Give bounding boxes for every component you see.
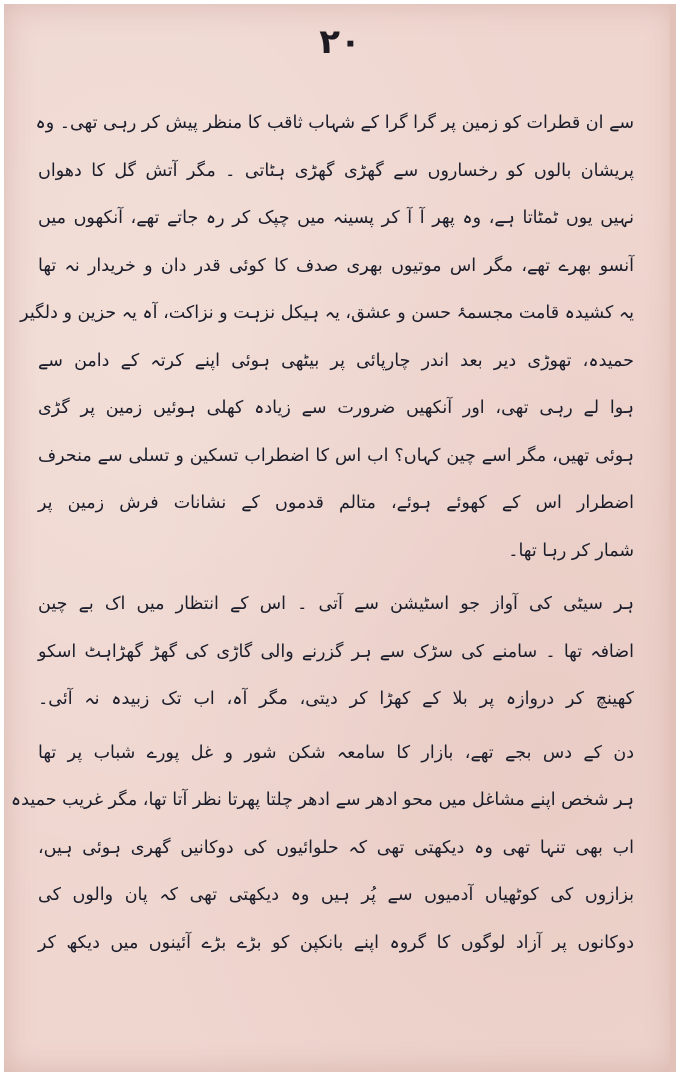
text-line: اضطرار اس کے کھوئے ہوئے، متالم قدموں کے نشانات فرش زمین پر: [38, 493, 634, 513]
text-line: ہر سیٹی کی آواز جو اسٹیشن سے آتی ۔ اس کے انتظار میں اک بے چین: [38, 594, 634, 614]
text-line: شمار کر رہا تھا۔: [508, 540, 634, 561]
text-line: ہر شخص اپنے مشاغل میں محو ادھر سے ادھر چلتا پھرتا نظر آتا تھا، مگر غریب حمیدہ: [10, 790, 634, 810]
text-line: اضافہ تھا ۔ سامنے کی سڑک سے ہر گزرنے والی گاڑی کی گھڑ گھڑاہٹ اسکو: [38, 641, 634, 662]
text-line: نہیں یوں ٹمٹاتا ہے، وہ پھر آ آ کر پسینہ میں چپک کر رہ جاتے تھے، آنکھوں میں: [38, 208, 634, 228]
page-number: ۲۰: [319, 22, 361, 62]
text-line: یہ کشیدہ قامت مجسمۂ حسن و عشق، یہ ہیکل نزہت و نزاکت، آہ یہ حزین و دلگیر: [20, 303, 634, 323]
text-line: حمیدہ، تھوڑی دیر بعد اندر چارپائی پر بیٹھی ہوئی اپنے کرتہ کے دامن سے: [38, 350, 634, 371]
text-line: اب بھی تنہا تھی وہ دیکھتی تھی کہ حلوائیوں کی دوکانیں گھری ہوئی ہیں،: [38, 837, 634, 858]
book-page: [4, 4, 676, 1072]
paragraph: [20, 100, 634, 575]
paragraph: [10, 730, 634, 968]
text-line: سے ان قطرات کو زمین پر گرا گرا کے شہاب ثاقب کا منظر پیش کر رہی تھی۔ وہ: [35, 113, 634, 133]
page-edge: [670, 4, 676, 1072]
paragraph: [38, 581, 634, 724]
body-text: [10, 100, 634, 967]
text-line: آنسو بھرے تھے، مگر اس موتیوں بھری صدف کا کوئی قدر دان و خریدار نہ تھا: [38, 255, 634, 276]
text-line: ہوا لے رہی تھی، اور آنکھیں ضرورت سے زیادہ کھلی ہوئیں زمین پر گڑی: [38, 398, 634, 418]
text-line: بزازوں کی کوٹھیاں آدمیوں سے پُر ہیں وہ دیکھتی تھی کہ پان والوں کی: [38, 885, 634, 905]
text-line: ہوئی تھیں، مگر اسے چین کہاں؟ اب اس کا اضطراب تسکین و تسلی سے منحرف: [38, 445, 634, 466]
text-line: کھینچ کر دروازہ پر بلا کے کھڑا کر دیتی، مگر آہ، اب تک زبیدہ نہ آئی۔: [38, 689, 634, 709]
text-line: دن کے دس بجے تھے، بازار کا سامعہ شکن شور و غل پورے شباب پر تھا: [38, 742, 634, 763]
text-line: دوکانوں پر آزاد لوگوں کا گروہ اپنے بانکپن کو بڑے بڑے آئینوں میں دیکھ کر: [38, 932, 634, 953]
text-line: پریشان بالوں کو رخساروں سے گھڑی گھڑی ہٹاتی ۔ مگر آتش گل کا دھواں: [38, 160, 634, 181]
